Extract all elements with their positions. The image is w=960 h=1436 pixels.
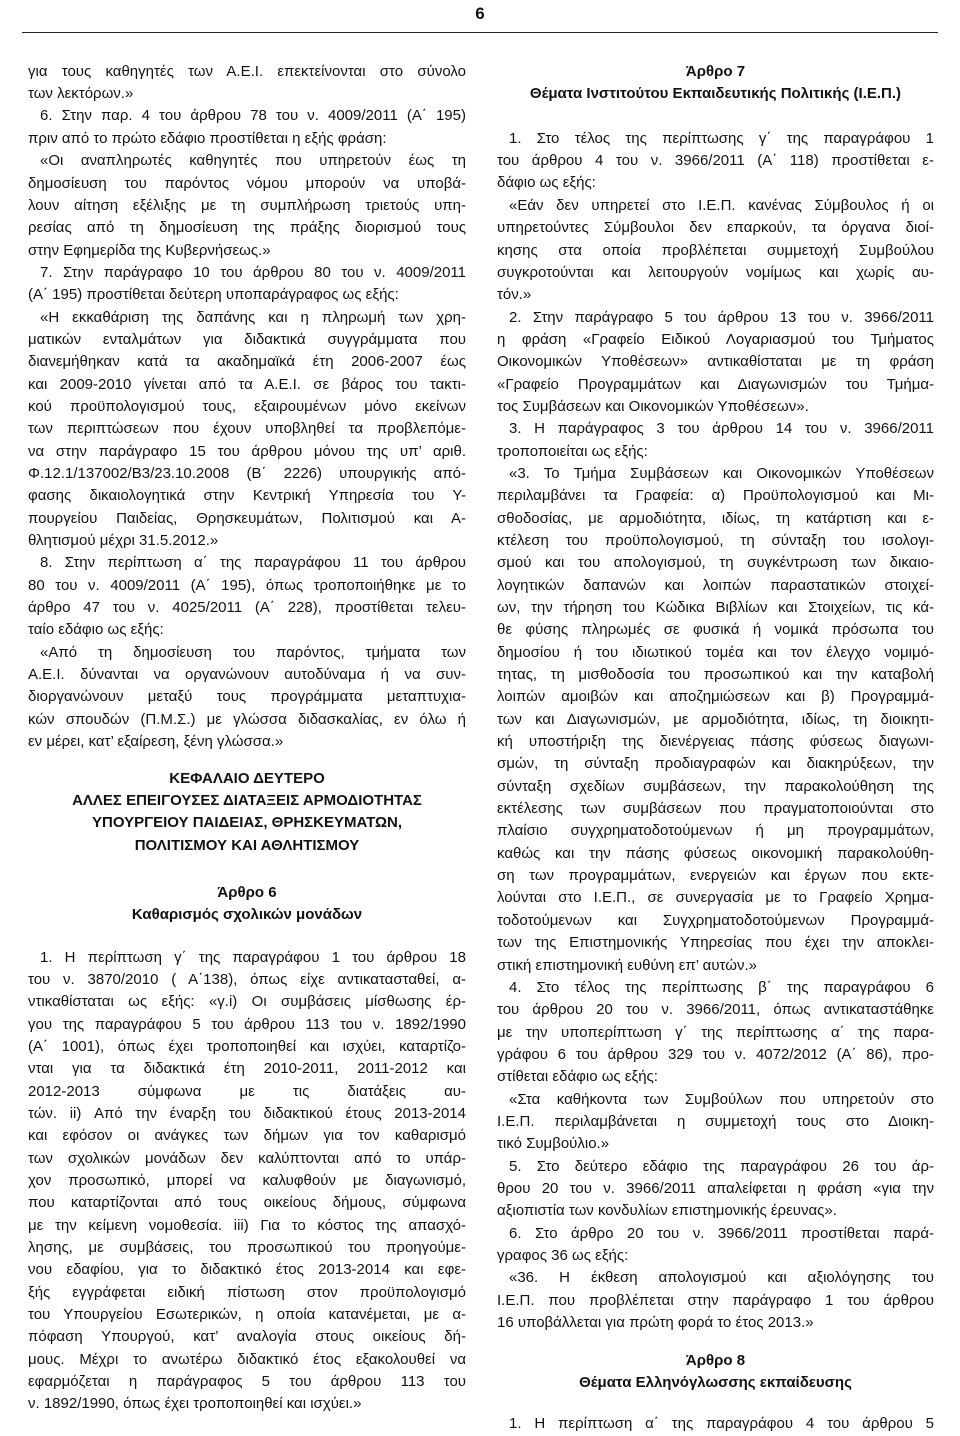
article-8-heading	[497, 1350, 934, 1395]
text-line: 6. Στην παρ. 4 του άρθρου 78 του ν. 4009/2011 (Α΄ 195)	[40, 107, 466, 125]
article-title: Θέματα Ινστιτούτου Εκπαιδευτικής Πολιτικής (Ι.Ε.Π.)	[529, 85, 902, 103]
text-line: (Α΄ 195) προστίθεται δεύτερη υποπαράγραφος ως εξής:	[28, 286, 399, 304]
text-line: και εφόσον οι ανάγκες των δήμων για τον καθαρισμό	[28, 1127, 466, 1145]
paragraph	[497, 1156, 934, 1223]
paragraph	[28, 947, 466, 1416]
text-line: πριν από το πρώτο εδάφιο προστίθεται η εξής φράση:	[28, 129, 387, 147]
text-line: και 2009-2010 γίνεται από τα Α.Ε.Ι. σε βάρος του τακτι-	[28, 375, 466, 393]
article-number: Άρθρο 8	[685, 1352, 746, 1370]
chapter-number: ΚΕΦΑΛΑΙΟ ΔΕΥΤΕΡΟ	[169, 769, 325, 787]
text-line: άρθρο 47 του ν. 4025/2011 (Α΄ 228), προστίθεται τελευ-	[28, 599, 466, 617]
text-line: εκτέλεσης των συμβάσεων που πραγματοποιούνται στο	[497, 800, 934, 818]
article-7-body	[497, 128, 934, 1335]
paragraph	[497, 977, 934, 1089]
article-number: Άρθρο 6	[217, 883, 277, 901]
text-line: νται για τα διδακτικά έτη 2010-2011, 2011-2012 και	[28, 1060, 466, 1078]
text-line: των λεκτόρων.»	[28, 85, 134, 103]
text-line: τος Συμβάσεων και Οικονομικών Υποθέσεων».	[497, 397, 809, 415]
paragraph	[28, 552, 466, 641]
text-line: του άρθρου 4 του ν. 3966/2011 (Α΄ 118) προστίθεται ε-	[497, 152, 934, 170]
text-line: στίθεται εδάφιο ως εξής:	[497, 1068, 658, 1086]
chapter-title-line: ΥΠΟΥΡΓΕΙΟΥ ΠΑΙΔΕΙΑΣ, ΘΡΗΣΚΕΥΜΑΤΩΝ,	[91, 814, 402, 832]
article-8-body	[497, 1413, 934, 1435]
text-line: κησης στα οποία προβλέπεται συμμετοχή Συμβούλου	[497, 241, 934, 259]
text-line: 7. Στην παράγραφο 10 του άρθρου 80 του ν. 4009/2011	[40, 263, 466, 281]
paragraph	[497, 307, 934, 419]
article-title: Καθαρισμός σχολικών μονάδων	[131, 905, 363, 923]
text-line: εφαρμόζεται η παράγραφος 5 του άρθρου 113 του	[28, 1373, 466, 1391]
article-number: Άρθρο 7	[685, 62, 746, 80]
text-line: ν. 1892/1990, όπως έχει τροποποιηθεί και ισχύει.»	[28, 1395, 362, 1413]
article-6-body	[28, 947, 466, 1416]
text-line: με την κείμενη νομοθεσία. iii) Για το κόστος της απασχό-	[28, 1216, 466, 1234]
text-line: λουν αίτηση εξέλιξης με τη συμπλήρωση τριετούς υπη-	[28, 196, 466, 214]
text-line: 2012-2013 σύμφωνα με τις διατάξεις αυ-	[28, 1082, 466, 1100]
paragraph	[28, 150, 466, 262]
text-line: «3. Το Τμήμα Συμβάσεων και Οικονομικών Υποθέσεων	[509, 464, 934, 482]
text-line: γραφος 36 ως εξής:	[497, 1246, 629, 1264]
text-line: τοδοτούμενων και Συγχρηματοδοτούμενων Προγραμμά-	[497, 911, 934, 929]
text-line: 1. Η περίπτωση α΄ της παραγράφου 4 του άρθρου 5	[509, 1414, 934, 1432]
text-line: ματικών ενταλμάτων για διδακτικά συγγράμματα που	[28, 330, 466, 348]
text-line: δημοσίευση του παρόντος νόμου μπορούν να υποβά-	[28, 174, 466, 192]
text-line: λησης, με συμβάσεις, του προσωπικού του προηγούμε-	[28, 1238, 466, 1256]
text-line: πουργείου Παιδείας, Θρησκευμάτων, Πολιτισμού και Α-	[28, 509, 466, 527]
paragraph	[497, 418, 934, 463]
header-rule	[22, 32, 938, 33]
text-line: με την υποπερίπτωση γ΄ της περίπτωσης α΄ της παρα-	[497, 1023, 934, 1041]
article-7-heading	[497, 61, 934, 106]
text-line: Α.Ε.Ι. δύνανται να οργανώνουν αυτοδύναμα ή να συν-	[28, 666, 466, 684]
text-line: σμού και του απολογισμού, τη συγκέντρωση των δικαιο-	[497, 554, 934, 572]
paragraph	[497, 195, 934, 307]
text-line: τόν.»	[497, 286, 532, 304]
text-line: περιλαμβάνει τα Γραφεία: α) Προϋπολογισμού και Μι-	[497, 487, 934, 505]
text-line: θε φύσης πληρωμές σε φυσικά ή νομικά πρόσωπα του	[497, 621, 934, 639]
text-line: ρεσίας από τη δημοσίευση της πράξης διορισμού τους	[28, 219, 466, 237]
text-line: πλαίσιο συγχρηματοδοτούμενων ή μη προγραμμάτων,	[497, 822, 934, 840]
text-line: 5. Στο δεύτερο εδάφιο της παραγράφου 26 του άρ-	[509, 1157, 934, 1175]
text-line: τικό Συμβούλιο.»	[497, 1135, 610, 1153]
chapter-title-line: ΠΟΛΙΤΙΣΜΟΥ ΚΑΙ ΑΘΛΗΤΙΣΜΟΥ	[134, 836, 360, 854]
text-line: των της Επιστημονικής Υπηρεσίας που έχει την αποκλει-	[497, 934, 934, 952]
carryover-text	[28, 61, 466, 106]
text-line: στική επιστημονική ευθύνη επ’ αυτών.»	[497, 956, 757, 974]
text-line: 1. Στο τέλος της περίπτωσης γ΄ της παραγράφου 1	[509, 129, 934, 147]
text-line: «Εάν δεν υπηρετεί στο Ι.Ε.Π. κανένας Σύμβουλος ή οι	[509, 196, 934, 214]
chapter-title-line: ΑΛΛΕΣ ΕΠΕΙΓΟΥΣΕΣ ΔΙΑΤΑΞΕΙΣ ΑΡΜΟΔΙΟΤΗΤΑΣ	[72, 791, 422, 809]
text-line: «36. Η έκθεση απολογισμού και αξιολόγησης του	[509, 1269, 934, 1287]
text-line: διανεμήθηκαν κατά τα ακαδημαϊκά έτη 2006-2007 έως	[28, 353, 466, 371]
article-6-heading	[28, 882, 466, 927]
text-line: 16 υποβάλλεται για πρώτη φορά το έτος 2013.»	[497, 1314, 814, 1331]
text-line: λούνται στο Ι.Ε.Π., σε συνεργασία με το Γραφείο Χρημα-	[497, 889, 934, 907]
text-line: θλητισμού μέχρι 31.5.2012.»	[28, 532, 219, 550]
text-line: ων, την τήρηση του Κώδικα Βιβλίων και Στοιχείων, τις κά-	[497, 599, 934, 616]
left-column	[28, 61, 466, 1416]
text-line: των και Διαγωνισμών, με αρμοδιότητα, ιδίως, τη διοικητι-	[497, 710, 934, 728]
text-line: 8. Στην περίπτωση α΄ της παραγράφου 11 του άρθρου	[40, 554, 466, 572]
text-line: Ι.Ε.Π. που προβλέπεται στην παράγραφο 1 του άρθρου	[497, 1291, 934, 1309]
text-line: «Οι αναπληρωτές καθηγητές που υπηρετούν έως τη	[40, 152, 466, 170]
paragraph	[28, 262, 466, 307]
text-line: «Στα καθήκοντα των Συμβούλων που υπηρετούν στο	[509, 1090, 934, 1108]
text-line: κή υποστήριξη της διενέργειας πάσης φύσεως διαγωνι-	[497, 733, 934, 751]
text-line: στην Εφημερίδα της Κυβερνήσεως.»	[28, 241, 271, 259]
text-line: φασης δικαιολογητικά στην Κεντρική Υπηρεσία του Υ-	[28, 487, 466, 505]
text-line: 1. Η περίπτωση γ΄ της παραγράφου 1 του άρθρου 18	[40, 948, 466, 966]
right-column	[497, 61, 934, 1435]
text-line: Οικονομικών Υποθέσεων» αντικαθίσταται με τη φράση	[497, 353, 934, 371]
text-line: σμών, τη σύνταξη προδιαγραφών και διακηρύξεων, την	[497, 755, 934, 773]
text-line: δημοσίου ή του ιδιωτικού τομέα και τον έλεγχο νομιμό-	[497, 643, 934, 661]
text-line: λοιπών αμοιβών και αποζημιώσεων και β) Προγραμμά-	[497, 688, 934, 706]
text-line: των περιπτώσεων που έχουν υποβληθεί τα προβλεπόμε-	[28, 420, 466, 438]
text-line: 4. Στο τέλος της περίπτωσης β΄ της παραγράφου 6	[509, 978, 934, 996]
text-line: ταίο εδάφιο ως εξής:	[28, 621, 164, 639]
paragraph	[497, 463, 934, 977]
text-line: ντικαθίσταται ως εξής: «γ.i) Οι συμβάσεις μίσθωσης έρ-	[28, 993, 466, 1011]
text-line: 80 του ν. 4009/2011 (Α΄ 195), όπως τροποποιήθηκε με το	[28, 576, 466, 594]
text-line: να στην παράγραφο 15 του άρθρου μόνου της υπ’ αριθ.	[28, 442, 466, 460]
text-line: που καταρτίζονται από τους οικείους δήμους, σύμφωνα	[28, 1194, 466, 1212]
text-line: μους. Μέχρι το ανωτέρω διδακτικό έτος εξακολουθεί να	[28, 1350, 466, 1368]
paragraph	[497, 128, 934, 195]
paragraph	[497, 1413, 934, 1435]
text-line: γράφου 6 του άρθρου 329 του ν. 4072/2012 (Α΄ 86), προ-	[497, 1045, 934, 1063]
text-line: των σχολικών μονάδων δεν καλύπτονται από το υπάρ-	[28, 1149, 466, 1167]
text-line: πόφαση Υπουργού, κατ’ αναλογία στους οικείους δή-	[28, 1328, 466, 1346]
text-line: του ν. 3870/2010 ( Α΄138), όπως είχε αντικατασταθεί, α-	[28, 970, 466, 988]
text-line: λογητικών δαπανών και λοιπών παραστατικών στοιχεί-	[497, 576, 934, 594]
text-line: τών. ii) Από την έναρξη του διδακτικού έτους 2013-2014	[28, 1104, 466, 1122]
paragraph	[28, 307, 466, 553]
text-line: αξιοπιστία των κονδυλίων επιστημονικής έρευνας».	[497, 1202, 837, 1220]
text-line: του άρθρου 20 του ν. 3966/2011, όπως αντικαταστάθηκε	[497, 1001, 934, 1019]
text-line: του Υπουργείου Εσωτερικών, η οποία κατανέμεται, με α-	[28, 1306, 466, 1323]
text-line: κών σπουδών (Π.Μ.Σ.) με γλώσσα διδασκαλίας, εν όλω ή	[28, 710, 466, 728]
text-line: 6. Στο άρθρο 20 του ν. 3966/2011 προστίθεται παρά-	[509, 1224, 934, 1242]
chapter-heading	[28, 768, 466, 857]
text-line: «Από τη δημοσίευση του παρόντος, τμήματα των	[40, 643, 466, 661]
page-number: 6	[475, 4, 485, 23]
article-title: Θέματα Ελληνόγλωσσης εκπαίδευσης	[579, 1374, 852, 1392]
paragraph	[28, 105, 466, 150]
text-line: νου εδαφίου, για το διδακτικό έτος 2013-2014 και εφε-	[28, 1261, 466, 1279]
text-line: 2. Στην παράγραφο 5 του άρθρου 13 του ν. 3966/2011	[509, 308, 934, 326]
text-line: (Α΄ 1001), όπως έχει τροποποιηθεί και ισχύει, καταρτίζο-	[28, 1037, 466, 1055]
text-line: εν μέρει, κατ’ εξαίρεση, ξένη γλώσσα.»	[28, 733, 284, 751]
text-line: γου της παραγράφου 5 του άρθρου 113 του ν. 1892/1990	[28, 1015, 466, 1033]
text-line: κού προϋπολογισμού τους, εξαιρουμένων μόνο εκείνων	[28, 397, 466, 415]
text-line: Ι.Ε.Π. περιλαμβάνεται η συμμετοχή τους στο Διοικη-	[497, 1112, 934, 1130]
text-line: Φ.12.1/137002/Β3/23.10.2008 (Β΄ 2226) υπουργικής από-	[28, 464, 466, 482]
text-line: διοργανώνουν μεταξύ τους προγράμματα μεταπτυχια-	[28, 688, 466, 706]
text-line: ση των προγραμμάτων, ενεργειών και έργων που εκτε-	[497, 867, 934, 885]
text-line: τροποποιείται ως εξής:	[497, 442, 648, 460]
paragraph	[28, 642, 466, 754]
text-line: «Γραφείο Προγραμμάτων και Διαγωνισμών του Τμήμα-	[497, 375, 934, 393]
text-line: συγκροτούνται και λειτουργούν νομίμως και χωρίς αυ-	[497, 263, 934, 281]
text-line: ξής εγγράφεται ειδική πίστωση στον προϋπολογισμό	[28, 1283, 466, 1301]
text-line: σθοδοσίας, με αρμοδιότητα, ιδίως, τη κατάρτιση και ε-	[497, 509, 934, 527]
text-line: σύνταξη σχεδίων συμβάσεων, την παρακολούθηση της	[497, 777, 934, 795]
paragraph	[497, 1223, 934, 1268]
text-line: «Η εκκαθάριση της δαπάνης και η πληρωμή των χρη-	[40, 308, 466, 326]
text-line: δάφιο ως εξής:	[497, 174, 596, 192]
text-line: καθώς και την πάσης φύσεως οικονομική παρακολούθη-	[497, 844, 934, 862]
paragraph	[497, 1089, 934, 1156]
text-line: θρου 20 του ν. 3966/2011 απαλείφεται η φράση «για την	[497, 1179, 934, 1197]
text-line: 3. Η παράγραφος 3 του άρθρου 14 του ν. 3966/2011	[509, 420, 934, 438]
text-line: υπηρετούντες Σύμβουλοι δεν επαρκούν, τα όργανα διοί-	[497, 219, 934, 237]
text-line: τητας, τη μισθοδοσία του προσωπικού και την καταβολή	[497, 666, 934, 684]
text-line: για τους καθηγητές των Α.Ε.Ι. επεκτείνονται στο σύνολο	[28, 62, 466, 80]
text-line: χον προσωπικό, μπορεί να καλυφθούν με διαγωνισμό,	[28, 1171, 466, 1189]
text-line: η φράση «Γραφείο Ειδικού Λογαριασμού του Τμήματος	[497, 330, 934, 348]
text-line: κτέλεση του προϋπολογισμού, τη σύνταξη του ισολογι-	[497, 531, 934, 549]
left-paragraphs	[28, 105, 466, 753]
paragraph	[497, 1267, 934, 1334]
paragraph	[28, 61, 466, 106]
